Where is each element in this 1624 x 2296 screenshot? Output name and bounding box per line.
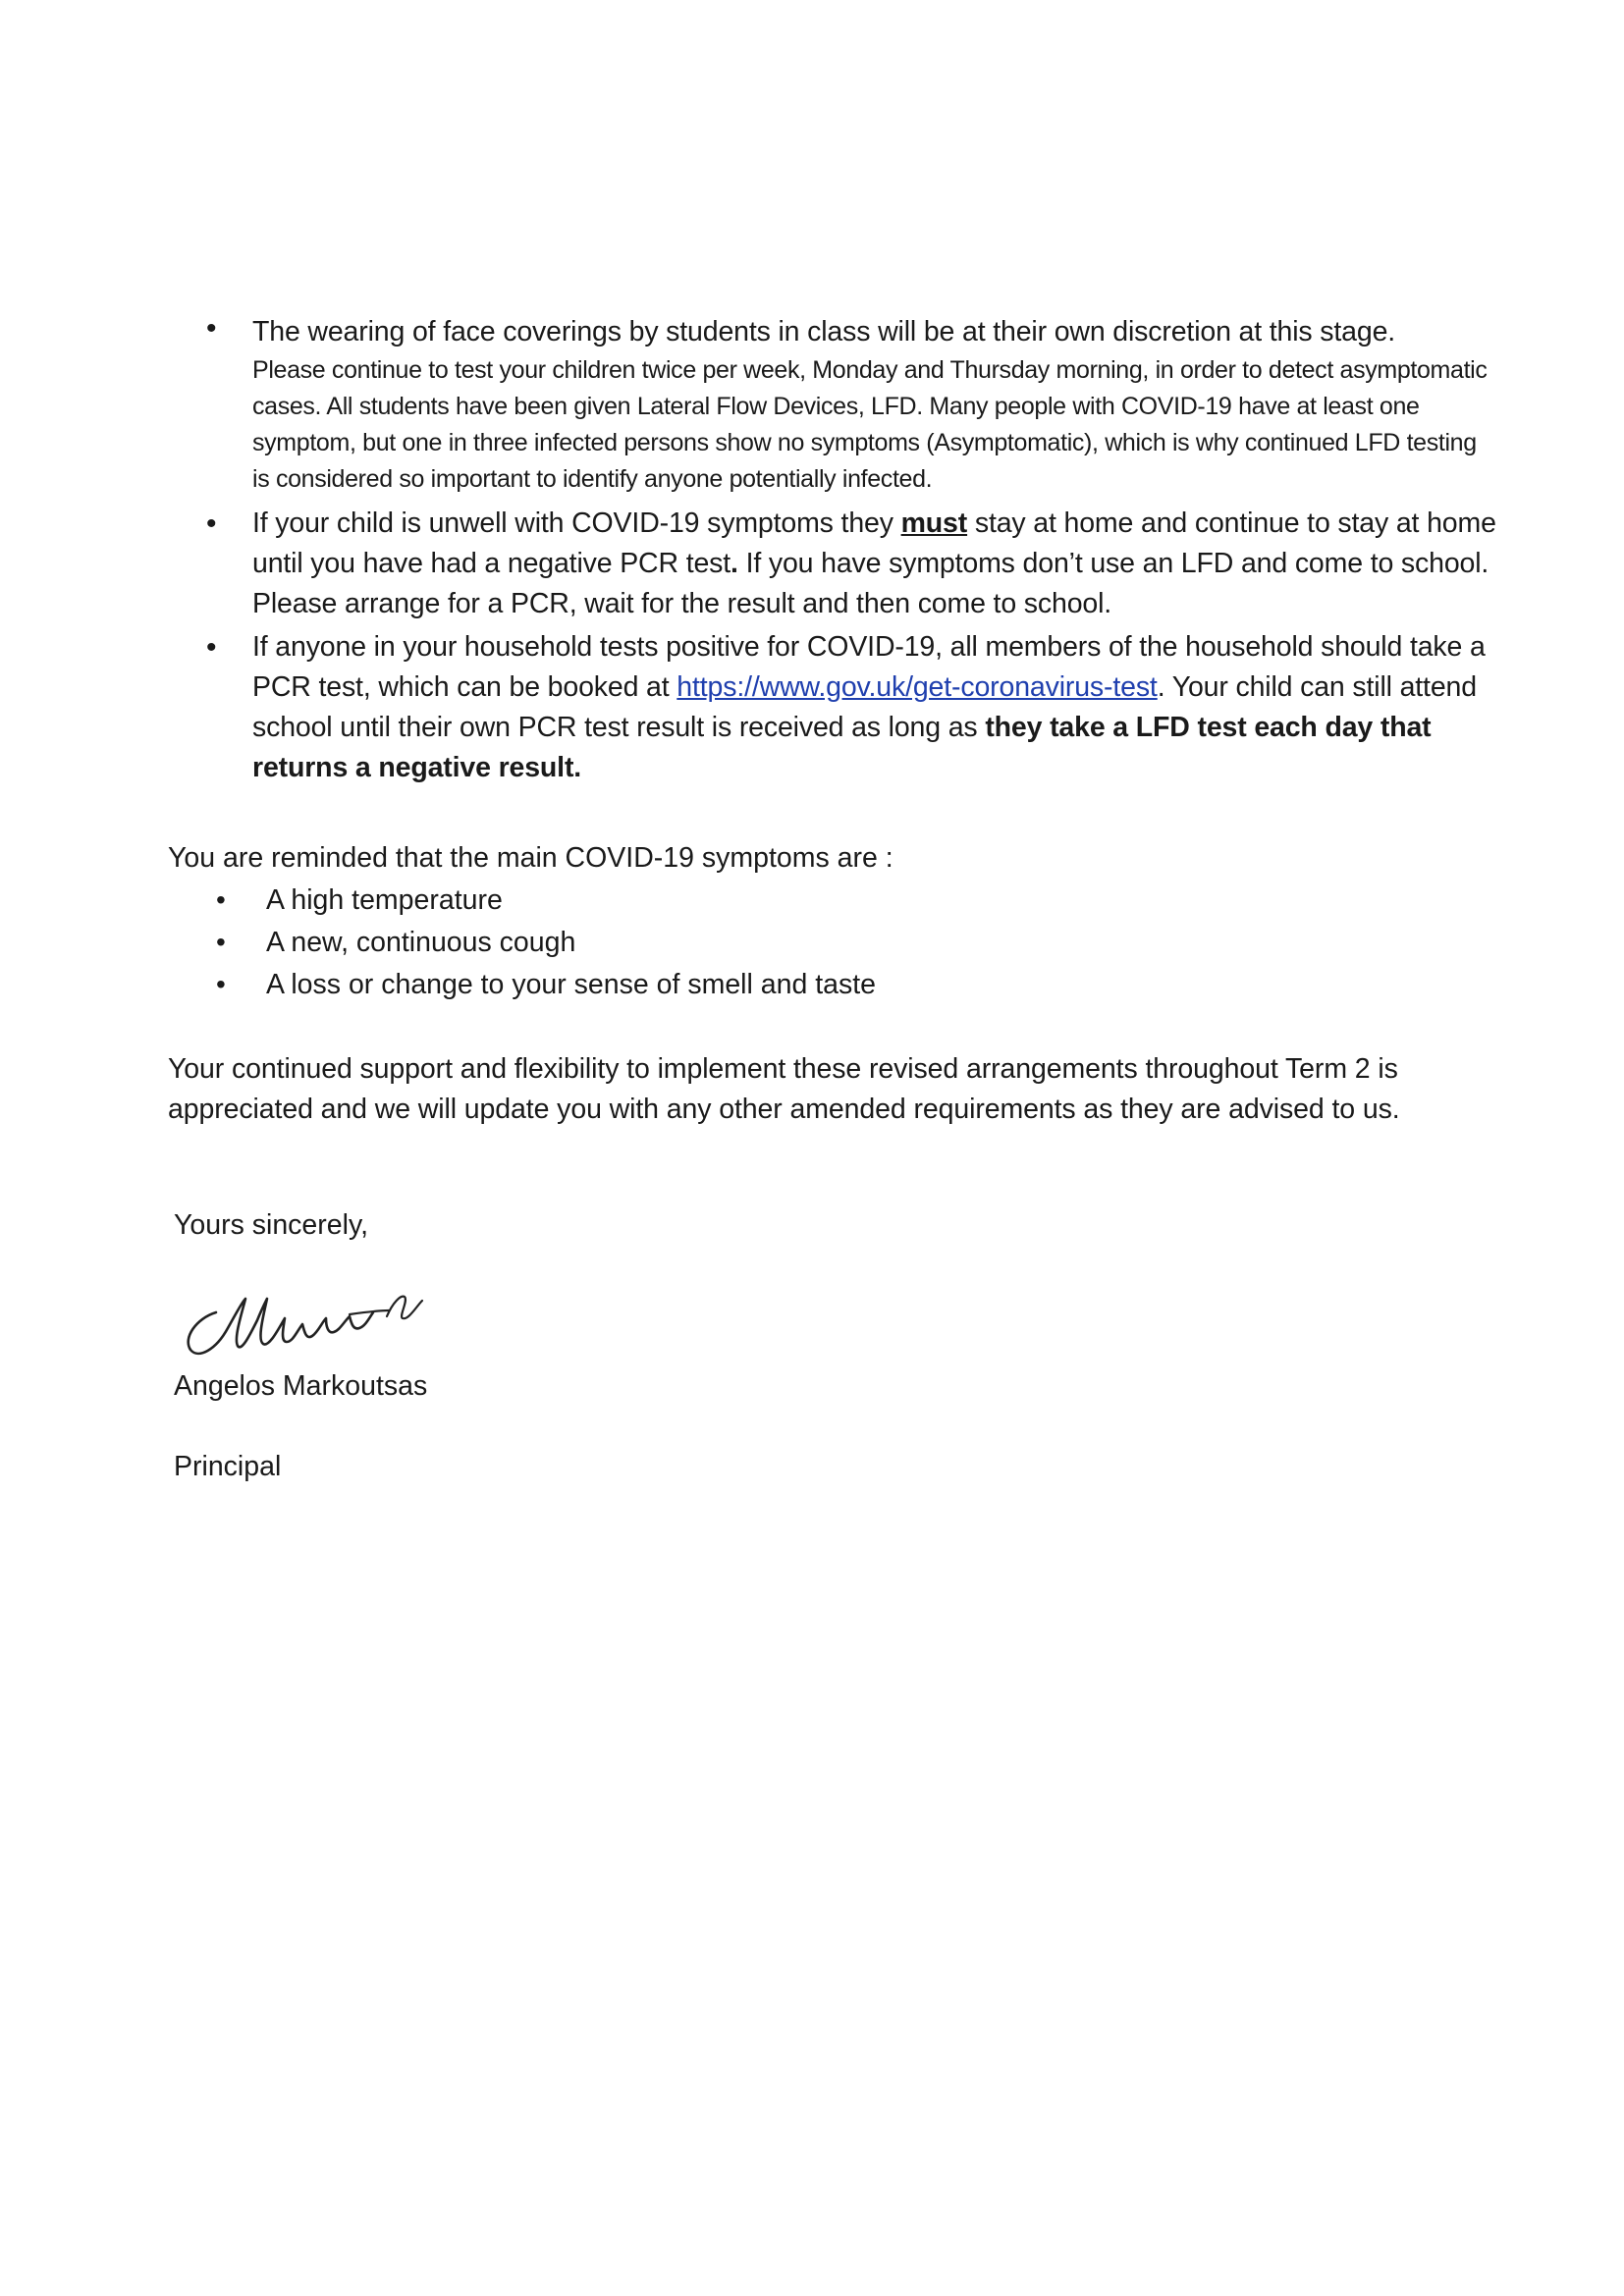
gov-test-link[interactable]: https://www.gov.uk/get-coronavirus-test	[677, 671, 1158, 703]
symptom-item-smell-taste	[0, 964, 1624, 1006]
handwritten-signature	[177, 1281, 452, 1369]
signoff-text: Yours sincerely,	[174, 1209, 369, 1241]
bullet-icon: •	[216, 927, 226, 957]
symptom-label: A high temperature	[266, 884, 503, 916]
unwell-text-start: If your child is unwell with COVID-19 symptoms they	[252, 507, 901, 539]
symptoms-list	[0, 880, 1624, 1006]
list-item-household-positive	[0, 627, 1497, 788]
must-emphasis: must	[900, 507, 968, 539]
bullet-icon: •	[206, 631, 217, 664]
bullet-icon: •	[216, 884, 226, 915]
symptom-label: A loss or change to your sense of smell and taste	[266, 969, 877, 1000]
unwell-text-middle: stay at home and continue to stay at home until you have had a negative PCR test	[252, 507, 1496, 579]
unwell-bold-period: .	[731, 548, 738, 579]
list-item-unwell-child	[0, 504, 1497, 627]
closing-paragraph: Your continued support and flexibility to implement these revised arrangements throughout Term 2 is appreciated and we will update you with any other amended requirements as they are advised to us.	[168, 1053, 1400, 1125]
signer-role: Principal	[174, 1451, 282, 1482]
symptom-item-cough	[0, 922, 1624, 964]
signer-name: Angelos Markoutsas	[174, 1370, 428, 1402]
testing-detail-text: Please continue to test your children twice per week, Monday and Thursday morning, in order to detect asymptomatic cases. All students have been given Lateral Flow Devices, LFD. Many people with COVID-19 have at least one symptom, but one in three infected persons show no symptoms (Asymptomatic), which is why continued LFD testing is considered so important to identify anyone potentially infected.	[252, 356, 1488, 493]
unwell-text-end: If you have symptoms don’t use an LFD and come to school. Please arrange for a PCR, wait for the result and then come to school.	[252, 548, 1489, 619]
household-text-middle: . Your child can still attend school until their own PCR test result is received as long as	[252, 671, 1477, 743]
symptoms-intro: You are reminded that the main COVID-19 symptoms are :	[168, 842, 893, 874]
household-bold-text: they take a LFD test each day that returns a negative result.	[252, 712, 1432, 783]
bullet-icon: •	[206, 507, 217, 540]
guidance-list	[0, 312, 1624, 788]
symptom-label: A new, continuous cough	[266, 927, 576, 958]
bullet-icon: •	[216, 969, 226, 999]
household-text-start: If anyone in your household tests positive for COVID-19, all members of the household should take a PCR test, which can be booked at	[252, 631, 1486, 703]
bullet-icon: •	[206, 312, 217, 345]
face-coverings-text: The wearing of face coverings by students in class will be at their own discretion at this stage.	[252, 316, 1396, 347]
list-item-face-coverings	[0, 312, 1497, 504]
symptom-item-temperature	[0, 880, 1624, 922]
